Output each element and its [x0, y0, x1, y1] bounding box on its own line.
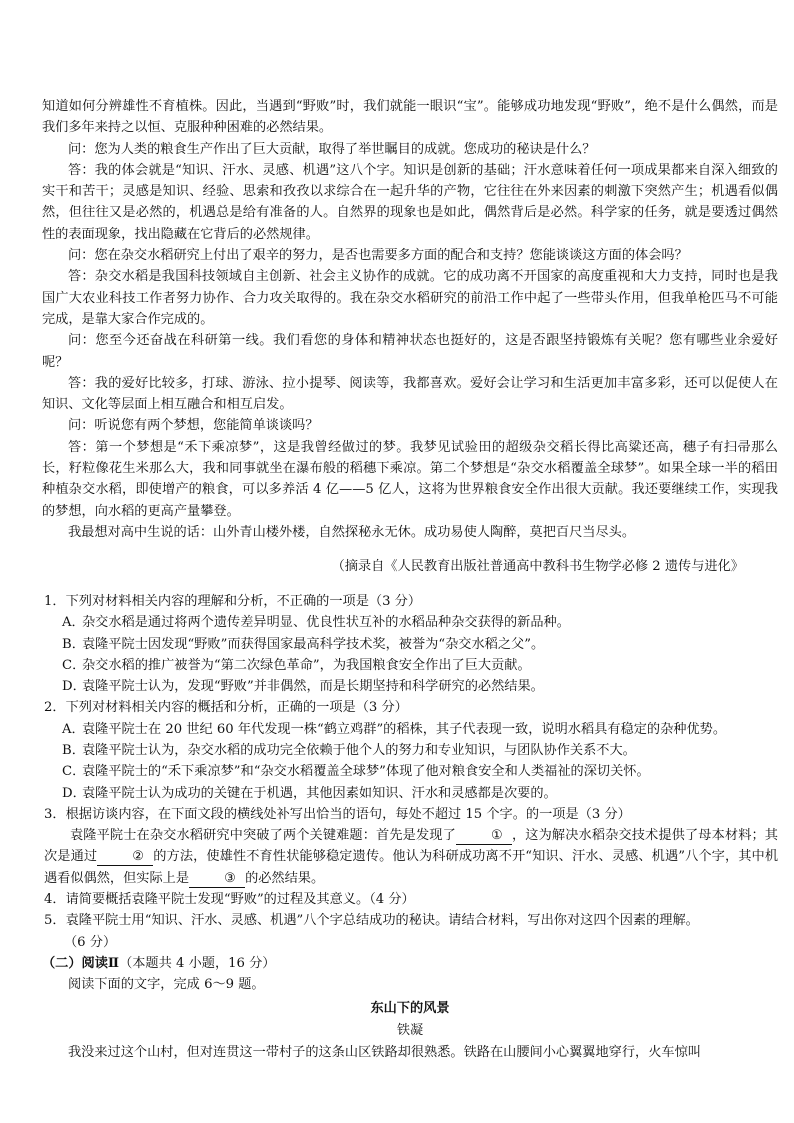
option-text: 袁隆平院士因发现“野败”而获得国家最高科学技术奖，被誉为“杂交水稻之父”。 — [82, 636, 545, 652]
option-label: A． — [62, 615, 85, 631]
blank-3[interactable]: ③ — [189, 871, 245, 888]
option-label: D． — [62, 679, 86, 695]
option-text: 袁隆平院士认为成功的关键在于机遇，其他因素如知识、汗水和灵感都是次要的。 — [82, 785, 557, 801]
question-stem: 1．下列对材料相关内容的理解和分析，不正确的一项是（3 分） — [44, 593, 422, 609]
paragraph: 知道如何分辨雄性不育植株。因此，当遇到“野败”时，我们就能一眼识“宝”。能够成功地发现“野败”，绝不是什么偶然，而是我们多年来持之以恒、克服种种困难的必然结果。 — [42, 99, 778, 136]
option-c[interactable] — [42, 655, 778, 676]
section-desc: （本题共 4 小题，16 分） — [119, 955, 276, 971]
option-label: A． — [62, 721, 85, 737]
section-header — [42, 953, 778, 974]
option-d[interactable] — [42, 676, 778, 697]
paragraph: 问：您在杂交水稻研究上付出了艰辛的努力，是否也需要多方面的配合和支持？您能谈谈这方面的体会吗？ — [68, 248, 688, 264]
passage-text: 袁隆平院士在杂交水稻研究中突破了两个关键难题：首先是发现了 — [70, 828, 456, 844]
option-text: 袁隆平院士在 20 世纪 60 年代发现一株“鹤立鸡群”的稻株，其子代表现一致，说明水稻具有稳定的杂种优势。 — [82, 721, 727, 737]
option-text: 杂交水稻的推广被誉为“第二次绿色革命”，为我国粮食安全作出了巨大贡献。 — [82, 657, 531, 673]
option-text: 杂交水稻是通过将两个遗传差异明显、优良性状互补的水稻品种杂交获得的新品种。 — [82, 615, 570, 631]
option-label: C． — [62, 764, 86, 780]
paragraph: 答：我的体会就是“知识、汗水、灵感、机遇”这八个字。知识是创新的基础；汗水意味着任何一项成果都来自深入细致的实干和苦干；灵感是知识、经验、思索和孜孜以求综合在一起升华的产物，它往往在外来因素的刺激下突然产生；机遇看似偶然，但往往又是必然的，机遇总是给有准备的人。自然界的现象也是如此，偶然背后是必然。科学家的任务，就是要透过偶然性的表面现象，找出隐藏在它背后的必然规律。 — [42, 162, 778, 242]
option-b[interactable] — [42, 634, 778, 655]
option-b[interactable] — [42, 740, 778, 761]
option-label: B． — [62, 742, 85, 758]
paragraph: 答：杂交水稻是我国科技领域自主创新、社会主义协作的成就。它的成功离不开国家的高度重视和大力支持，同时也是我国广大农业科技工作者努力协作、合力攻关取得的。我在杂交水稻研究的前沿工作中起了一些带头作用，但我单枪匹马不可能完成，是靠大家合作完成的。 — [42, 269, 778, 327]
document-page — [42, 96, 778, 1063]
option-c[interactable] — [42, 761, 778, 782]
article-title: 东山下的风景 — [370, 1000, 450, 1016]
article-author: 铁凝 — [396, 1022, 424, 1038]
question-2 — [42, 697, 778, 803]
question-stem: 2．下列对材料相关内容的概括和分析，正确的一项是（3 分） — [44, 700, 408, 716]
question-3 — [42, 804, 778, 889]
section-instruction: 阅读下面的文字，完成 6～9 题。 — [68, 977, 265, 993]
paragraph: 答：我的爱好比较多，打球、游泳、拉小提琴、阅读等，我都喜欢。爱好会让学习和生活更加丰富多彩，还可以促使人在知识、文化等层面上相互融合和相互启发。 — [42, 375, 778, 413]
paragraph: 答：第一个梦想是“禾下乘凉梦”，这是我曾经做过的梦。我梦见试验田的超级杂交稻长得比高粱还高，穗子有扫帚那么长，籽粒像花生米那么大，我和同事就坐在瀑布般的稻穗下乘凉。第二个梦想是“杂交水稻覆盖全球梦”。如果全球一半的稻田种植杂交水稻，即使增产的粮食，可以多养活 4 亿——5 亿人，这将为世界粮食安全作出很大贡献。我还要继续工作，实现我的梦想，向水稻的更高产量攀登。 — [42, 439, 778, 519]
passage-text: 的必然结果。 — [245, 870, 325, 886]
option-text: 袁隆平院士认为，杂交水稻的成功完全依赖于他个人的努力和专业知识，与团队协作关系不大。 — [82, 742, 636, 758]
source-citation: （摘录自《人民教育出版社普通高中教科书生物学必修 2 遗传与进化》 — [331, 559, 744, 575]
blank-2[interactable]: ② — [97, 849, 153, 866]
paragraph: 问：听说您有两个梦想，您能简单谈谈吗？ — [68, 418, 319, 434]
option-label: D． — [62, 785, 86, 801]
option-d[interactable] — [42, 783, 778, 804]
paragraph: 问：您至今还奋战在科研第一线。我们看您的身体和精神状态也挺好的，这是否跟坚持锻炼有关呢？您有哪些业余爱好呢？ — [42, 333, 778, 370]
question-stem: 5．袁隆平院士用“知识、汗水、灵感、机遇”八个字总结成功的秘诀。请结合材料，写出你对这四个因素的理解。 — [44, 913, 699, 929]
option-text: 袁隆平院士的“禾下乘凉梦”和“杂交水稻覆盖全球梦”体现了他对粮食安全和人类福祉的深切关怀。 — [82, 764, 650, 780]
option-a[interactable] — [42, 612, 778, 633]
question-stem: 3．根据访谈内容，在下面文段的横线处补写出恰当的语句，每处不超过 15 个字。的一项是（3 分） — [44, 806, 631, 822]
article-paragraph: 我没来过这个山村，但对连贯这一带村子的这条山区铁路却很熟悉。铁路在山腰间小心翼翼地穿行，火车惊叫 — [68, 1044, 701, 1060]
passage-text: 的方法，使雄性不育性状能够稳定遗传。他认为科研成功离不开“知识、汗水、灵感、机遇”八个字，其中机遇看似偶然，但实际上是 — [44, 849, 779, 886]
question-4: 4．请简要概括袁隆平院士发现“野败”的过程及其意义。（4 分） — [44, 892, 415, 908]
fill-in-passage — [42, 825, 778, 889]
passage-text: ，这为解决水稻杂交技术提供了母本材料；其次是通过 — [44, 828, 778, 865]
option-label: B． — [62, 636, 85, 652]
question-1 — [42, 591, 778, 697]
option-a[interactable] — [42, 719, 778, 740]
paragraph: 我最想对高中生说的话：山外青山楼外楼，自然探秘永无休。成功易使人陶醉，莫把百尺当尽头。 — [68, 524, 636, 540]
interview-passage — [42, 96, 778, 578]
blank-1[interactable]: ① — [456, 828, 512, 845]
question-score: （6 分） — [64, 934, 117, 950]
section-label: （二）阅读Ⅱ — [42, 955, 120, 971]
paragraph: 问：您为人类的粮食生产作出了巨大贡献，取得了举世瞩目的成就。您成功的秘诀是什么？ — [68, 141, 596, 157]
option-label: C． — [62, 657, 86, 673]
option-text: 袁隆平院士认为，发现“野败”并非偶然，而是长期坚持和科学研究的必然结果。 — [82, 679, 544, 695]
question-5 — [42, 910, 778, 953]
